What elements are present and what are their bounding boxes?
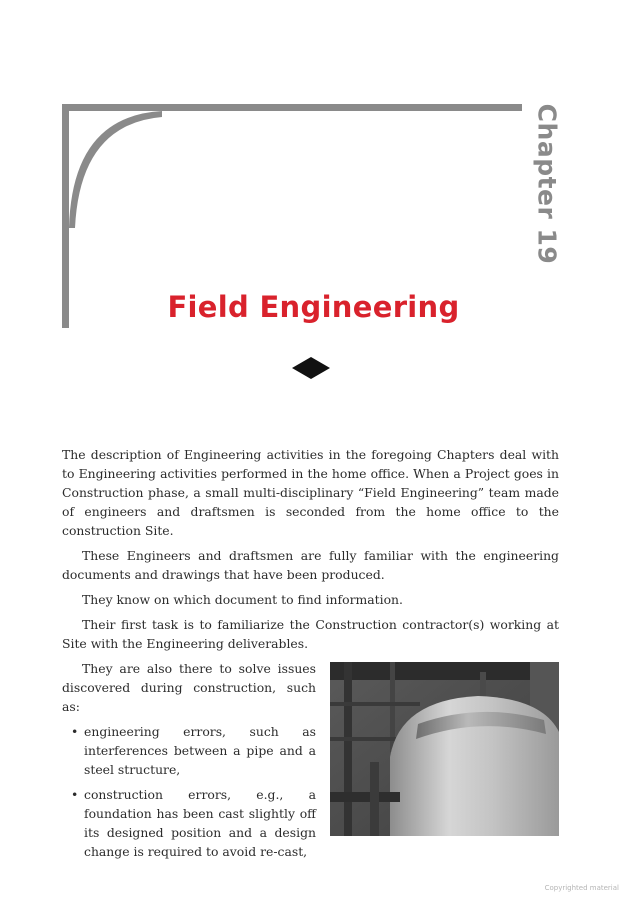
chapter-title: Field Engineering — [167, 290, 460, 324]
issues-list — [62, 722, 559, 861]
diamond-ornament-icon — [292, 357, 330, 379]
list-item: • engineering errors, such as interferences between a pipe and a steel structure, — [84, 722, 559, 779]
list-item: • construction errors, e.g., a foundation has been cast slightly off its designed position and a design change is required to avoid re-cast, — [84, 785, 559, 861]
paragraph-first-task: Their first task is to familiarize the Construction contractor(s) working at Site with the Engineering deliverables. — [62, 617, 559, 651]
chapter-number: Chapter 19 — [532, 103, 562, 265]
paragraph-know: They know on which document to find information. — [82, 592, 403, 607]
paragraph-intro: The description of Engineering activities in the foregoing Chapters deal with to Engineering activities performed in the home office. When a Project goes in Construction phase, a small multi-disciplinary “Field Engineering” team made of engineers and draftsmen is seconded from the home office to the construction Site. — [62, 447, 559, 538]
paragraph-issues: They are also there to solve issues discovered during construction, such as: — [62, 661, 316, 714]
chapter-label — [527, 104, 567, 264]
paragraph-familiar: These Engineers and draftsmen are fully familiar with the engineering documents and drawings that have been produced. — [62, 548, 559, 582]
copyright-notice: Copyrighted material — [544, 884, 619, 892]
body-text — [62, 445, 559, 867]
